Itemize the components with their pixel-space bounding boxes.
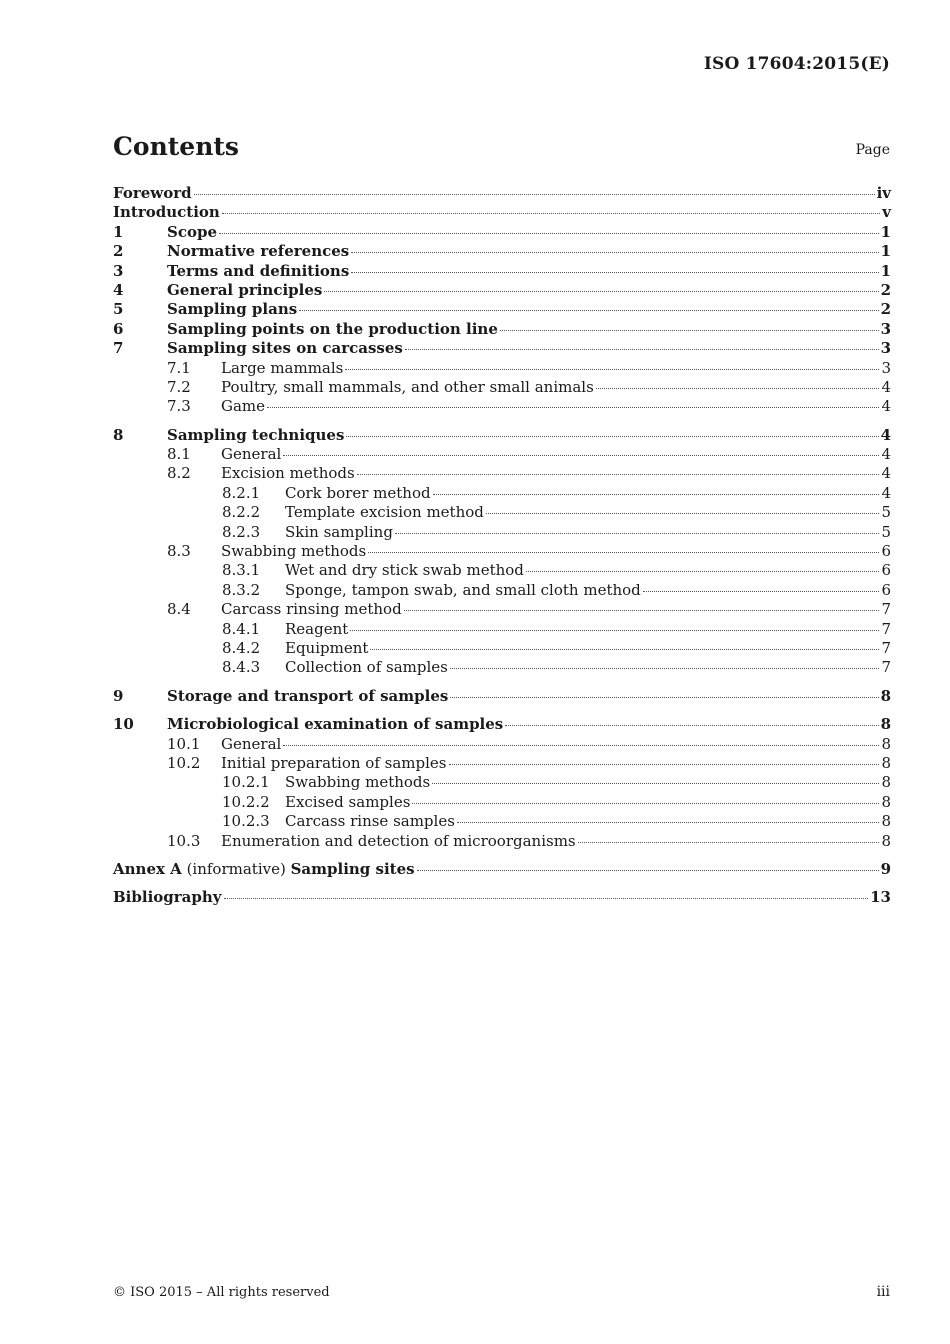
toc-dot-leader [395, 533, 880, 534]
toc-entry-number: 10.2.3 [222, 812, 270, 831]
toc-entry[interactable] [113, 464, 891, 483]
toc-entry[interactable] [113, 620, 891, 639]
toc-entry-title: Sampling techniques [167, 425, 345, 444]
toc-entry-title: Scope [167, 222, 218, 241]
toc-entry-page: 8 [881, 773, 891, 792]
toc-entry[interactable] [113, 426, 891, 445]
toc-dot-leader [500, 330, 879, 331]
toc-entry-page: 8 [881, 753, 891, 772]
toc-entry-number: 2 [113, 242, 124, 261]
toc-entry-title: Skin sampling [285, 522, 393, 541]
toc-entry-page: 3 [881, 358, 891, 377]
toc-entry-number: 10.2.2 [222, 792, 270, 811]
toc-dot-leader [345, 369, 879, 370]
toc-dot-leader [357, 474, 880, 475]
toc-entry-page: iv [876, 184, 891, 202]
toc-entry[interactable] [113, 735, 891, 754]
toc-entry-page: 4 [881, 445, 891, 464]
toc-entry[interactable] [113, 687, 891, 706]
toc-entry-number: 8.3.2 [222, 580, 261, 599]
toc-entry-page: 13 [870, 888, 891, 907]
toc-entry-page: 8 [880, 715, 891, 734]
toc-entry-number: 8.3 [167, 542, 191, 561]
toc-entry-number: 8.2.1 [222, 483, 261, 502]
toc-entry[interactable] [113, 754, 891, 773]
toc-entry[interactable] [113, 300, 891, 319]
toc-dot-leader [283, 455, 879, 456]
toc-dot-leader [450, 668, 880, 669]
toc-entry[interactable] [113, 860, 891, 879]
contents-heading: Contents [113, 132, 240, 161]
toc-entry-title: Excision methods [221, 464, 355, 483]
toc-dot-leader [505, 725, 878, 726]
toc-entry-page: 1 [880, 222, 891, 241]
toc-entry[interactable] [113, 184, 891, 203]
toc-entry-title: Enumeration and detection of microorganisms [221, 831, 576, 850]
toc-entry-title: Wet and dry stick swab method [285, 561, 524, 580]
toc-entry-title: Carcass rinse samples [285, 812, 455, 831]
toc-dot-leader [346, 436, 878, 437]
toc-entry-title: Swabbing methods [221, 542, 367, 561]
toc-entry-title: Normative references [167, 242, 350, 261]
toc-entry-title: Poultry, small mammals, and other small animals [221, 377, 594, 396]
toc-entry[interactable] [113, 658, 891, 677]
toc-entry[interactable] [113, 262, 891, 281]
toc-entry-number: 8.4.3 [222, 658, 261, 677]
toc-entry[interactable] [113, 542, 891, 561]
toc-entry[interactable] [113, 715, 891, 734]
toc-entry-page: 8 [880, 686, 891, 705]
toc-dot-leader [351, 272, 878, 273]
toc-entry-title: Excised samples [285, 792, 411, 811]
toc-entry-number: 7 [113, 339, 124, 358]
toc-entry-page: 2 [880, 300, 891, 319]
toc-entry-number: 8.2.2 [222, 503, 261, 522]
toc-dot-leader [404, 610, 880, 611]
toc-entry[interactable] [113, 242, 891, 261]
toc-entry-number: 7.2 [167, 377, 191, 396]
toc-entry-page: 8 [881, 831, 891, 850]
toc-entry-title: Sponge, tampon swab, and small cloth method [285, 580, 641, 599]
toc-dot-leader [433, 494, 880, 495]
toc-entry[interactable] [113, 600, 891, 619]
toc-entry-title: Large mammals [221, 358, 344, 377]
toc-entry-number: 8.4.2 [222, 638, 261, 657]
toc-entry-page: 3 [880, 319, 891, 338]
toc-entry[interactable] [113, 223, 891, 242]
toc-entry[interactable] [113, 203, 891, 222]
toc-entry-title: Storage and transport of samples [167, 686, 449, 705]
toc-entry-page: 1 [880, 261, 891, 280]
toc-entry-title: Terms and definitions [167, 261, 350, 280]
toc-entry-number: 8.4.1 [222, 619, 261, 638]
toc-dot-leader [450, 697, 878, 698]
toc-dot-leader [194, 194, 875, 195]
footer-page-number: iii [876, 1284, 890, 1300]
toc-entry-page: 4 [881, 397, 891, 416]
toc-entry-title: Sampling sites on carcasses [167, 339, 403, 358]
toc-entry-page: 8 [881, 792, 891, 811]
toc-entry-page: 8 [881, 812, 891, 831]
toc-entry-page: 5 [881, 522, 891, 541]
toc-entry-number: 3 [113, 261, 124, 280]
toc-entry[interactable] [113, 812, 891, 831]
toc-entry[interactable] [113, 359, 891, 378]
toc-entry[interactable] [113, 320, 891, 339]
toc-entry[interactable] [113, 281, 891, 300]
toc-entry-page: 9 [880, 859, 891, 878]
toc-entry-title: Annex A (informative) Sampling sites [113, 859, 415, 878]
toc-entry-page: v [882, 203, 891, 222]
toc-entry-number: 10.2 [167, 753, 201, 772]
toc-entry-title: Cork borer method [285, 483, 431, 502]
toc-dot-leader [283, 745, 879, 746]
toc-entry-title: Reagent [285, 619, 349, 638]
toc-entry-title: General [221, 734, 282, 753]
toc-dot-leader [643, 591, 880, 592]
toc-entry[interactable] [113, 888, 891, 907]
footer-copyright: © ISO 2015 – All rights reserved [113, 1285, 330, 1300]
toc-entry-title: Bibliography [113, 888, 222, 907]
toc-entry[interactable] [113, 484, 891, 503]
toc-entry-page: 4 [881, 377, 891, 396]
toc-entry-title: General [221, 445, 282, 464]
toc-entry[interactable] [113, 581, 891, 600]
toc-entry-number: 5 [113, 300, 124, 319]
toc-entry-page: 6 [881, 542, 891, 561]
toc-entry-number: 8.2 [167, 464, 191, 483]
toc-entry-page: 1 [880, 242, 891, 261]
toc-dot-leader [417, 870, 879, 871]
toc-entry-title: Collection of samples [285, 658, 448, 677]
toc-entry-title: Equipment [285, 638, 369, 657]
toc-entry-title: General principles [167, 280, 323, 299]
toc-entry-title: Microbiological examination of samples [167, 715, 504, 734]
toc-dot-leader [350, 630, 879, 631]
toc-dot-leader [405, 349, 879, 350]
toc-entry-number: 1 [113, 222, 124, 241]
toc-entry-number: 8.1 [167, 445, 191, 464]
toc-entry-number: 7.1 [167, 358, 191, 377]
toc-entry[interactable] [113, 339, 891, 358]
toc-entry[interactable] [113, 523, 891, 542]
toc-entry-title: Introduction [113, 203, 220, 222]
toc-entry-title: Carcass rinsing method [221, 600, 402, 619]
toc-dot-leader [432, 783, 879, 784]
toc-entry-number: 10.1 [167, 734, 201, 753]
toc-entry-number: 8.3.1 [222, 561, 261, 580]
toc-entry[interactable] [113, 639, 891, 658]
toc-entry[interactable] [113, 445, 891, 464]
toc-entry-title: Game [221, 397, 266, 416]
toc-entry-page: 7 [881, 619, 891, 638]
toc-dot-leader [267, 407, 879, 408]
toc-entry[interactable] [113, 773, 891, 792]
toc-entry-number: 4 [113, 280, 124, 299]
toc-entry-number: 8 [113, 425, 124, 444]
toc-entry-page: 6 [881, 580, 891, 599]
toc-dot-leader [526, 571, 880, 572]
toc-entry[interactable] [113, 793, 891, 812]
toc-dot-leader [368, 552, 879, 553]
toc-dot-leader [370, 649, 879, 650]
toc-entry-number: 8.2.3 [222, 522, 261, 541]
toc-entry-page: 3 [880, 339, 891, 358]
toc-entry-page: 6 [881, 561, 891, 580]
table-of-contents [113, 184, 891, 908]
toc-entry[interactable] [113, 397, 891, 416]
toc-dot-leader [486, 513, 880, 514]
toc-entry-number: 10.3 [167, 831, 201, 850]
toc-entry[interactable] [113, 378, 891, 397]
toc-entry[interactable] [113, 503, 891, 522]
toc-dot-leader [578, 842, 880, 843]
toc-entry-page: 7 [881, 638, 891, 657]
toc-entry-number: 8.4 [167, 600, 191, 619]
toc-entry-page: 4 [881, 464, 891, 483]
toc-dot-leader [596, 388, 880, 389]
toc-entry-page: 8 [881, 734, 891, 753]
toc-entry-page: 2 [880, 280, 891, 299]
toc-dot-leader [412, 803, 879, 804]
toc-entry-page: 4 [881, 483, 891, 502]
toc-dot-leader [222, 213, 880, 214]
toc-entry[interactable] [113, 561, 891, 580]
toc-dot-leader [219, 233, 879, 234]
toc-entry-title: Template excision method [285, 503, 484, 522]
toc-entry-page: 7 [881, 600, 891, 619]
toc-entry-title: Initial preparation of samples [221, 753, 447, 772]
toc-dot-leader [449, 764, 880, 765]
toc-dot-leader [299, 310, 878, 311]
toc-entry-number: 6 [113, 319, 124, 338]
toc-entry-page: 4 [880, 425, 891, 444]
toc-entry-number: 10 [113, 715, 134, 734]
toc-entry-page: 7 [881, 658, 891, 677]
toc-entry-title: Swabbing methods [285, 773, 431, 792]
toc-entry-number: 9 [113, 686, 124, 705]
toc-entry-title: Sampling points on the production line [167, 319, 498, 338]
toc-dot-leader [324, 291, 878, 292]
toc-entry-page: 5 [881, 503, 891, 522]
toc-dot-leader [224, 898, 869, 899]
toc-entry-title: Sampling plans [167, 300, 298, 319]
document-id: ISO 17604:2015(E) [703, 54, 890, 74]
page-column-label: Page [855, 142, 890, 158]
toc-entry-title: Foreword [113, 184, 192, 202]
toc-entry[interactable] [113, 832, 891, 851]
toc-entry-number: 7.3 [167, 397, 191, 416]
toc-dot-leader [351, 252, 878, 253]
toc-entry-number: 10.2.1 [222, 773, 270, 792]
toc-dot-leader [457, 822, 880, 823]
